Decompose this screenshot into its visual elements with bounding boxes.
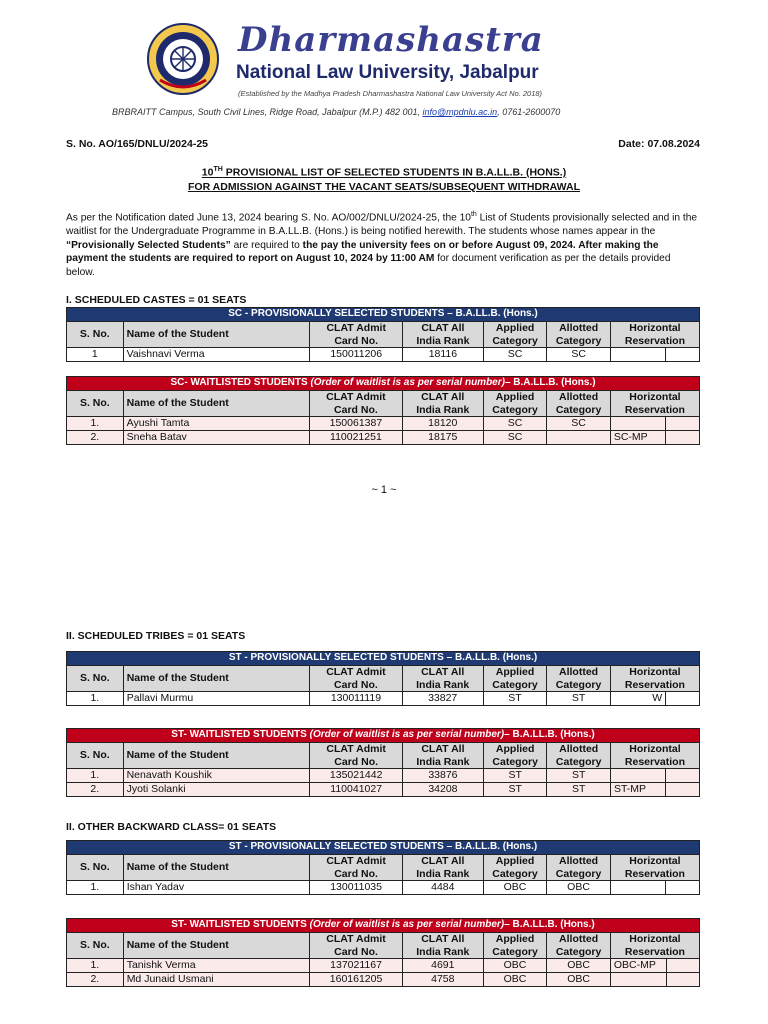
cell-allotted: OBC [547, 973, 611, 987]
col-header-sno: S. No. [67, 742, 124, 769]
col-header-name: Name of the Student [123, 854, 310, 881]
col-header-clat-card: CLAT Admit Card No. [310, 932, 403, 959]
col-header-applied: Applied Category [483, 665, 547, 692]
col-header-applied: Applied Category [483, 321, 547, 348]
cell-allotted: ST [547, 692, 611, 706]
document-heading-line1: 10TH PROVISIONAL LIST OF SELECTED STUDENTS IN B.A.LL.B. (HONS.) [201, 166, 567, 179]
col-header-horizontal: Horizontal Reservation [610, 742, 699, 769]
letterhead-title: Dharmashastra [238, 20, 544, 60]
cell-sno: 1 [67, 348, 124, 362]
table-row [67, 769, 700, 783]
col-header-name: Name of the Student [123, 742, 310, 769]
cell-rank: 34208 [402, 783, 483, 797]
cell-applied: ST [483, 769, 547, 783]
cell-horizontal: SC-MP [610, 431, 665, 445]
table-row [67, 881, 700, 895]
cell-name: Tanishk Verma [123, 959, 310, 973]
letterhead-subtitle: National Law University, Jabalpur [236, 62, 539, 83]
col-header-name: Name of the Student [123, 390, 309, 417]
cell-horizontal: ST-MP [610, 783, 665, 797]
col-header-allotted: Allotted Category [547, 932, 611, 959]
cell-card: 160161205 [310, 973, 403, 987]
cell-card: 135021442 [310, 769, 403, 783]
col-header-name: Name of the Student [123, 932, 310, 959]
cell-rank: 33876 [402, 769, 483, 783]
cell-sno: 1. [67, 769, 124, 783]
cell-card: 110041027 [310, 783, 403, 797]
cell-sno: 2. [67, 431, 124, 445]
cell-applied: ST [483, 783, 547, 797]
col-header-sno: S. No. [67, 321, 124, 348]
cell-horizontal-extra [666, 431, 700, 445]
col-header-allotted: Allotted Category [547, 321, 611, 348]
col-header-horizontal: Horizontal Reservation [610, 665, 699, 692]
cell-rank: 4484 [402, 881, 483, 895]
cell-sno: 1. [67, 417, 124, 431]
table-row [67, 348, 700, 362]
cell-name: Nenavath Koushik [123, 769, 310, 783]
cell-card: 150061387 [310, 417, 403, 431]
col-header-applied: Applied Category [483, 390, 547, 417]
col-header-allotted: Allotted Category [547, 390, 611, 417]
cell-rank: 33827 [402, 692, 483, 706]
table-row [67, 692, 700, 706]
col-header-rank: CLAT All India Rank [402, 390, 483, 417]
cell-allotted: ST [547, 769, 611, 783]
section-title-st: II. SCHEDULED TRIBES = 01 SEATS [66, 630, 246, 642]
cell-applied: ST [483, 692, 547, 706]
col-header-sno: S. No. [67, 932, 124, 959]
cell-name: Sneha Batav [123, 431, 309, 445]
cell-name: Ishan Yadav [123, 881, 310, 895]
cell-card: 137021167 [310, 959, 403, 973]
col-header-clat-card: CLAT Admit Card No. [310, 665, 402, 692]
cell-card: 130011035 [310, 881, 403, 895]
cell-card: 110021251 [310, 431, 403, 445]
cell-horizontal-extra [666, 769, 700, 783]
table-row [67, 959, 700, 973]
cell-allotted: SC [547, 348, 611, 362]
email-link[interactable]: info@mpdnlu.ac.in [422, 107, 498, 117]
cell-applied: SC [483, 417, 547, 431]
selected-caption: ST - PROVISIONALLY SELECTED STUDENTS – B.A.LL.B. (Hons.) [67, 652, 700, 666]
cell-horizontal-extra [666, 692, 700, 706]
cell-horizontal-extra [666, 783, 700, 797]
col-header-sno: S. No. [67, 665, 124, 692]
cell-applied: SC [483, 348, 547, 362]
cell-name: Vaishnavi Verma [123, 348, 310, 362]
cell-applied: OBC [483, 959, 547, 973]
col-header-horizontal: Horizontal Reservation [610, 390, 699, 417]
page-number: ~ 1 ~ [371, 484, 397, 496]
letterhead-address [112, 107, 560, 117]
col-header-clat-card: CLAT Admit Card No. [310, 742, 403, 769]
selected-table-obc [66, 840, 700, 895]
document-heading-line2: FOR ADMISSION AGAINST THE VACANT SEATS/SUBSEQUENT WITHDRAWAL [187, 181, 580, 193]
letterhead-established: (Established by the Madhya Pradesh Dharmashastra National Law University Act No. 2018) [238, 89, 543, 98]
waitlist-table-sc [66, 376, 700, 445]
notice-paragraph: As per the Notification dated June 13, 2024 bearing S. No. AO/002/DNLU/2024-25, the 10th List of Students provisionally selected and in the waitlist for the Undergraduate Programme in B.A.LL.B. (Hons.) is being notified herewith. The students whose names appear in the “Provisionally Selected Students” are required to the pay the university fees on or before August 09, 2024. After making the payment the students are required to report on August 10, 2024 by 11:00 AM for document verification as per the details provided below. [66, 211, 698, 278]
cell-card: 150011206 [310, 348, 402, 362]
col-header-rank: CLAT All India Rank [402, 854, 483, 881]
cell-horizontal-extra [666, 973, 699, 987]
waitlist-caption: ST- WAITLISTED STUDENTS (Order of waitlist is as per serial number)– B.A.LL.B. (Hons.) [67, 919, 700, 933]
col-header-applied: Applied Category [483, 932, 547, 959]
col-header-clat-card: CLAT Admit Card No. [310, 390, 403, 417]
cell-sno: 2. [67, 973, 124, 987]
cell-rank: 18175 [402, 431, 483, 445]
cell-allotted: SC [547, 417, 611, 431]
document-date: Date: 07.08.2024 [618, 138, 700, 150]
col-header-rank: CLAT All India Rank [402, 932, 483, 959]
address-text: BRBRAITT Campus, South Civil Lines, Ridge Road, Jabalpur (M.P.) 482 001, [112, 107, 420, 117]
waitlist-table-obc [66, 918, 700, 987]
selected-table-sc [66, 307, 700, 362]
cell-horizontal-extra [666, 417, 700, 431]
col-header-applied: Applied Category [483, 742, 547, 769]
cell-name: Jyoti Solanki [123, 783, 310, 797]
cell-rank: 4691 [402, 959, 483, 973]
cell-allotted: OBC [547, 959, 611, 973]
col-header-rank: CLAT All India Rank [402, 665, 483, 692]
cell-horizontal [610, 348, 665, 362]
col-header-name: Name of the Student [123, 321, 310, 348]
col-header-name: Name of the Student [123, 665, 310, 692]
col-header-applied: Applied Category [483, 854, 547, 881]
table-row [67, 783, 700, 797]
cell-allotted [547, 431, 611, 445]
cell-sno: 1. [67, 881, 124, 895]
cell-applied: OBC [483, 973, 547, 987]
cell-applied: SC [483, 431, 547, 445]
cell-sno: 1. [67, 692, 124, 706]
cell-allotted: OBC [547, 881, 611, 895]
cell-applied: OBC [483, 881, 547, 895]
table-row [67, 417, 700, 431]
cell-rank: 18120 [402, 417, 483, 431]
reference-number: S. No. AO/165/DNLU/2024-25 [66, 138, 208, 150]
col-header-clat-card: CLAT Admit Card No. [310, 854, 403, 881]
col-header-clat-card: CLAT Admit Card No. [310, 321, 402, 348]
cell-horizontal-extra [665, 881, 699, 895]
cell-horizontal-extra [665, 348, 699, 362]
col-header-horizontal: Horizontal Reservation [610, 854, 699, 881]
cell-rank: 18116 [402, 348, 483, 362]
col-header-allotted: Allotted Category [547, 854, 611, 881]
cell-horizontal: OBC-MP [610, 959, 666, 973]
phone-text: , 0761-2600070 [497, 107, 561, 117]
selected-caption: SC - PROVISIONALLY SELECTED STUDENTS – B.A.LL.B. (Hons.) [67, 308, 700, 322]
waitlist-caption: ST- WAITLISTED STUDENTS (Order of waitlist is as per serial number)– B.A.LL.B. (Hons.) [67, 729, 700, 743]
cell-allotted: ST [547, 783, 611, 797]
section-title-obc: II. OTHER BACKWARD CLASS= 01 SEATS [66, 821, 277, 833]
col-header-sno: S. No. [67, 854, 124, 881]
waitlist-caption: SC- WAITLISTED STUDENTS (Order of waitlist is as per serial number)– B.A.LL.B. (Hons.) [67, 377, 700, 391]
col-header-sno: S. No. [67, 390, 124, 417]
waitlist-table-st [66, 728, 700, 797]
cell-name: Md Junaid Usmani [123, 973, 310, 987]
col-header-horizontal: Horizontal Reservation [610, 321, 699, 348]
cell-horizontal-extra [666, 959, 699, 973]
table-row [67, 431, 700, 445]
selected-table-st [66, 651, 700, 706]
col-header-rank: CLAT All India Rank [402, 321, 483, 348]
cell-sno: 1. [67, 959, 124, 973]
cell-card: 130011119 [310, 692, 402, 706]
cell-name: Pallavi Murmu [123, 692, 310, 706]
col-header-rank: CLAT All India Rank [402, 742, 483, 769]
cell-horizontal: W [610, 692, 665, 706]
col-header-horizontal: Horizontal Reservation [610, 932, 699, 959]
cell-horizontal [610, 881, 665, 895]
col-header-allotted: Allotted Category [547, 742, 611, 769]
cell-rank: 4758 [402, 973, 483, 987]
col-header-allotted: Allotted Category [547, 665, 611, 692]
table-row [67, 973, 700, 987]
cell-horizontal [610, 769, 665, 783]
selected-caption: ST - PROVISIONALLY SELECTED STUDENTS – B.A.LL.B. (Hons.) [67, 841, 700, 855]
university-emblem-logo [146, 22, 220, 96]
cell-horizontal [610, 417, 665, 431]
section-title-sc: I. SCHEDULED CASTES = 01 SEATS [66, 294, 247, 306]
cell-horizontal [610, 973, 666, 987]
cell-name: Ayushi Tamta [123, 417, 309, 431]
cell-sno: 2. [67, 783, 124, 797]
